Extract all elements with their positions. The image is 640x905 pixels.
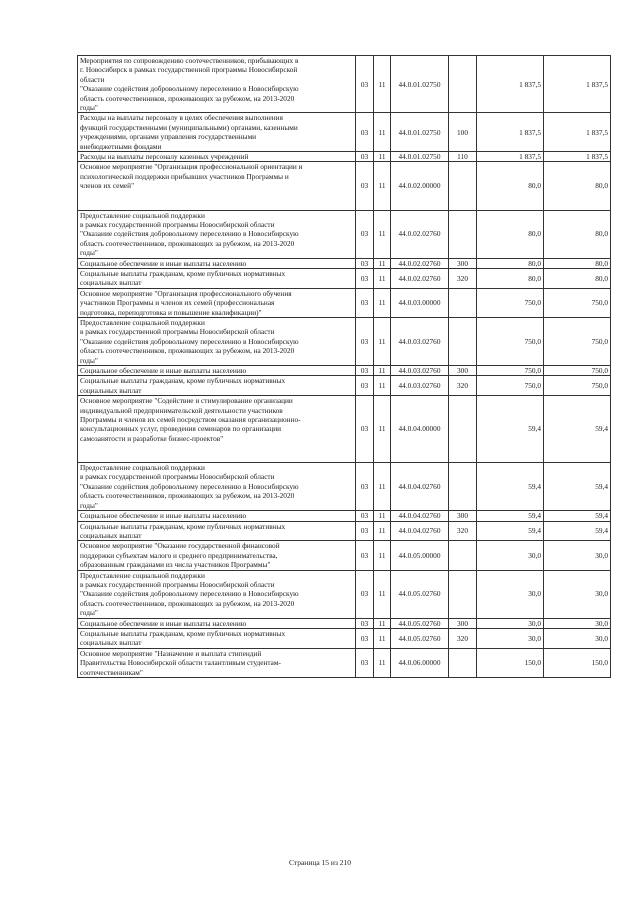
expense-type-cell: 300 <box>449 618 477 628</box>
section-code-cell: 03 <box>356 570 374 618</box>
target-article-cell: 44.0.01.02750 <box>391 152 449 162</box>
section-code-cell: 03 <box>356 521 374 541</box>
section-code-cell: 03 <box>356 648 374 677</box>
row-name-line: Основное мероприятие "Организация профессиональной ориентации и <box>80 162 303 172</box>
row-name-line: Предоставление социальной поддержки <box>80 570 205 580</box>
target-article-cell: 44.0.03.00000 <box>391 288 449 317</box>
row-name-cell <box>78 162 356 210</box>
expense-type-cell: 320 <box>449 628 477 648</box>
row-name-cell <box>78 366 356 376</box>
expense-type-cell: 100 <box>449 113 477 152</box>
target-article-cell: 44.0.04.02760 <box>391 511 449 521</box>
section-code-cell: 03 <box>356 511 374 521</box>
row-name-line: годы" <box>80 248 98 258</box>
table-row <box>78 618 611 628</box>
row-name-line: социальных выплат <box>80 385 142 395</box>
amount-cell-2: 750,0 <box>544 366 611 376</box>
row-name-line: годы" <box>80 103 98 113</box>
row-name-line: социальных выплат <box>80 278 142 288</box>
subsection-code-cell: 11 <box>374 113 391 152</box>
subsection-code-cell: 11 <box>374 570 391 618</box>
row-name-line: "Оказание содействия добровольному переселению в Новосибирскую <box>80 336 299 346</box>
row-name-line: социальных выплат <box>80 530 142 540</box>
row-name-line: консультационных услуг, проведения семинаров по организации <box>80 424 282 434</box>
subsection-code-cell: 11 <box>374 162 391 210</box>
row-name-line: область соотечественников, проживающих за рубежом, на 2013-2020 <box>80 93 295 103</box>
table-row <box>78 541 611 570</box>
target-article-cell: 44.0.06.00000 <box>391 648 449 677</box>
row-name-line: область соотечественников, проживающих за рубежом, на 2013-2020 <box>80 598 295 608</box>
amount-cell-1: 750,0 <box>477 366 544 376</box>
expense-type-cell: 320 <box>449 521 477 541</box>
target-article-cell: 44.0.02.02760 <box>391 210 449 258</box>
row-name-line: Расходы на выплаты персоналу казенных учреждений <box>80 152 249 162</box>
amount-cell-1: 80,0 <box>477 268 544 288</box>
section-code-cell: 03 <box>356 618 374 628</box>
row-name-line: психологической поддержки прибывших участников Программы и <box>80 171 289 181</box>
amount-cell-2: 80,0 <box>544 162 611 210</box>
target-article-cell: 44.0.05.00000 <box>391 541 449 570</box>
amount-cell-2: 150,0 <box>544 648 611 677</box>
row-name-line: учреждениями, органами управления государственными <box>80 132 257 142</box>
subsection-code-cell: 11 <box>374 628 391 648</box>
target-article-cell: 44.0.04.02760 <box>391 463 449 511</box>
table-row <box>78 463 611 511</box>
table-row <box>78 511 611 521</box>
target-article-cell: 44.0.02.00000 <box>391 162 449 210</box>
row-name-line: область соотечественников, проживающих за рубежом, на 2013-2020 <box>80 346 295 356</box>
section-code-cell: 03 <box>356 541 374 570</box>
table-row <box>78 396 611 463</box>
row-name-line: "Оказание содействия добровольному переселению в Новосибирскую <box>80 84 299 94</box>
row-name-cell <box>78 268 356 288</box>
table-row <box>78 376 611 396</box>
row-name-line: подготовка, переподготовка и повышение квалификации)" <box>80 307 262 317</box>
expense-type-cell: 300 <box>449 258 477 268</box>
row-name-cell <box>78 628 356 648</box>
table-row <box>78 648 611 677</box>
target-article-cell: 44.0.02.02760 <box>391 258 449 268</box>
amount-cell-2: 59,4 <box>544 463 611 511</box>
table-row <box>78 521 611 541</box>
row-name-line: в рамках государственной программы Новосибирской области <box>80 579 275 589</box>
row-name-cell <box>78 618 356 628</box>
row-name-cell <box>78 648 356 677</box>
row-name-line: участников Программы и членов их семей (профессиональная <box>80 298 275 308</box>
amount-cell-2: 30,0 <box>544 541 611 570</box>
amount-cell-1: 30,0 <box>477 628 544 648</box>
row-name-line: в рамках государственной программы Новосибирской области <box>80 327 275 337</box>
row-name-line: Социальные выплаты гражданам, кроме публичных нормативных <box>80 268 286 278</box>
row-name-line: социальных выплат <box>80 638 142 648</box>
amount-cell-1: 750,0 <box>477 288 544 317</box>
amount-cell-1: 1 837,5 <box>477 113 544 152</box>
amount-cell-1: 150,0 <box>477 648 544 677</box>
row-name-line: поддержки субъектам малого и среднего предпринимательства, <box>80 550 278 560</box>
expense-type-cell: 320 <box>449 376 477 396</box>
subsection-code-cell: 11 <box>374 521 391 541</box>
target-article-cell: 44.0.05.02760 <box>391 618 449 628</box>
row-name-cell <box>78 113 356 152</box>
page-number: Страница 15 из 210 <box>288 858 352 867</box>
expense-type-cell <box>449 162 477 210</box>
table-row <box>78 268 611 288</box>
row-name-line: "Оказание содействия добровольному переселению в Новосибирскую <box>80 481 299 491</box>
expense-type-cell: 300 <box>449 366 477 376</box>
row-name-line: в рамках государственной программы Новосибирской области <box>80 219 275 229</box>
row-name-line: область соотечественников, проживающих за рубежом, на 2013-2020 <box>80 491 295 501</box>
row-name-cell <box>78 210 356 258</box>
expense-type-cell: 110 <box>449 152 477 162</box>
row-name-line: Основное мероприятие "Организация профессионального обучения <box>80 288 292 298</box>
row-name-line <box>80 443 353 452</box>
row-name-cell <box>78 152 356 162</box>
row-name-cell <box>78 521 356 541</box>
subsection-code-cell: 11 <box>374 366 391 376</box>
expense-type-cell <box>449 463 477 511</box>
subsection-code-cell: 11 <box>374 396 391 463</box>
table-row <box>78 628 611 648</box>
section-code-cell: 03 <box>356 463 374 511</box>
amount-cell-1: 750,0 <box>477 376 544 396</box>
target-article-cell: 44.0.05.02760 <box>391 628 449 648</box>
row-name-line: Социальное обеспечение и иные выплаты населению <box>80 618 247 628</box>
expense-type-cell <box>449 541 477 570</box>
amount-cell-1: 59,4 <box>477 511 544 521</box>
amount-cell-2: 750,0 <box>544 376 611 396</box>
amount-cell-1: 750,0 <box>477 317 544 365</box>
subsection-code-cell: 11 <box>374 618 391 628</box>
section-code-cell: 03 <box>356 268 374 288</box>
amount-cell-1: 59,4 <box>477 463 544 511</box>
table-row <box>78 317 611 365</box>
table-row <box>78 210 611 258</box>
row-name-line: Расходы на выплаты персоналу в целях обеспечения выполнения <box>80 113 283 123</box>
row-name-cell <box>78 376 356 396</box>
row-name-line: внебюджетными фондами <box>80 141 162 151</box>
row-name-line: Программы и членов их семей посредством оказания организационно- <box>80 415 301 425</box>
target-article-cell: 44.0.01.02750 <box>391 113 449 152</box>
subsection-code-cell: 11 <box>374 288 391 317</box>
row-name-line: Основное мероприятие "Содействие и стимулирование организации <box>80 396 293 406</box>
row-name-line: Основное мероприятие "Назначение и выплата стипендий <box>80 648 262 658</box>
subsection-code-cell: 11 <box>374 317 391 365</box>
amount-cell-2: 750,0 <box>544 317 611 365</box>
expense-type-cell <box>449 396 477 463</box>
table-row <box>78 152 611 162</box>
amount-cell-1: 80,0 <box>477 210 544 258</box>
row-name-cell <box>78 511 356 521</box>
amount-cell-2: 750,0 <box>544 288 611 317</box>
row-name-cell <box>78 288 356 317</box>
row-name-line: членов их семей" <box>80 181 135 191</box>
table-row <box>78 570 611 618</box>
row-name-line: в рамках государственной программы Новосибирской области <box>80 472 275 482</box>
expense-type-cell <box>449 317 477 365</box>
amount-cell-2: 80,0 <box>544 210 611 258</box>
target-article-cell: 44.0.02.02760 <box>391 268 449 288</box>
section-code-cell: 03 <box>356 376 374 396</box>
expense-type-cell <box>449 288 477 317</box>
row-name-line: соотечественникам" <box>80 667 143 677</box>
target-article-cell: 44.0.04.00000 <box>391 396 449 463</box>
target-article-cell: 44.0.04.02760 <box>391 521 449 541</box>
row-name-line: индивидуальной предпринимательской деятельности участников <box>80 405 283 415</box>
row-name-line: функций государственными (муниципальными) органами, казенными <box>80 122 298 132</box>
target-article-cell: 44.0.03.02760 <box>391 366 449 376</box>
table-row <box>78 258 611 268</box>
table-row <box>78 288 611 317</box>
row-name-line: Социальное обеспечение и иные выплаты населению <box>80 258 247 268</box>
amount-cell-1: 1 837,5 <box>477 152 544 162</box>
row-name-line: Социальные выплаты гражданам, кроме публичных нормативных <box>80 376 286 386</box>
expense-type-cell <box>449 210 477 258</box>
row-name-line: области <box>80 74 105 84</box>
table-row <box>78 56 611 113</box>
amount-cell-1: 59,4 <box>477 396 544 463</box>
amount-cell-1: 1 837,5 <box>477 56 544 113</box>
target-article-cell: 44.0.05.02760 <box>391 570 449 618</box>
row-name-cell <box>78 56 356 113</box>
row-name-line: "Оказание содействия добровольному переселению в Новосибирскую <box>80 589 299 599</box>
row-name-line: образованным гражданами из числа участников Программы" <box>80 560 271 570</box>
section-code-cell: 03 <box>356 317 374 365</box>
subsection-code-cell: 11 <box>374 463 391 511</box>
section-code-cell: 03 <box>356 56 374 113</box>
section-code-cell: 03 <box>356 288 374 317</box>
section-code-cell: 03 <box>356 162 374 210</box>
row-name-line: Предоставление социальной поддержки <box>80 210 205 220</box>
row-name-line: Предоставление социальной поддержки <box>80 463 205 473</box>
subsection-code-cell: 11 <box>374 376 391 396</box>
row-name-line: "Оказание содействия добровольному переселению в Новосибирскую <box>80 229 299 239</box>
table-row <box>78 162 611 210</box>
subsection-code-cell: 11 <box>374 258 391 268</box>
row-name-line: годы" <box>80 355 98 365</box>
section-code-cell: 03 <box>356 210 374 258</box>
budget-table <box>77 55 611 678</box>
subsection-code-cell: 11 <box>374 210 391 258</box>
amount-cell-2: 1 837,5 <box>544 113 611 152</box>
subsection-code-cell: 11 <box>374 152 391 162</box>
section-code-cell: 03 <box>356 396 374 463</box>
section-code-cell: 03 <box>356 628 374 648</box>
amount-cell-2: 1 837,5 <box>544 152 611 162</box>
target-article-cell: 44.0.03.02760 <box>391 317 449 365</box>
expense-type-cell <box>449 648 477 677</box>
row-name-line: годы" <box>80 608 98 618</box>
row-name-cell <box>78 317 356 365</box>
row-name-line: г. Новосибирск в рамках государственной программы Новосибирской <box>80 65 298 75</box>
row-name-line: годы" <box>80 500 98 510</box>
table-row <box>78 366 611 376</box>
row-name-cell <box>78 396 356 463</box>
amount-cell-2: 59,4 <box>544 396 611 463</box>
section-code-cell: 03 <box>356 258 374 268</box>
row-name-line: Правительства Новосибирской области талантливым студентам- <box>80 658 281 668</box>
section-code-cell: 03 <box>356 366 374 376</box>
amount-cell-1: 30,0 <box>477 618 544 628</box>
budget-table-body <box>78 56 611 678</box>
amount-cell-2: 80,0 <box>544 268 611 288</box>
amount-cell-2: 1 837,5 <box>544 56 611 113</box>
amount-cell-1: 80,0 <box>477 258 544 268</box>
subsection-code-cell: 11 <box>374 648 391 677</box>
row-name-cell <box>78 463 356 511</box>
row-name-cell <box>78 541 356 570</box>
row-name-line: Социальное обеспечение и иные выплаты населению <box>80 511 247 521</box>
table-row <box>78 113 611 152</box>
amount-cell-1: 59,4 <box>477 521 544 541</box>
target-article-cell: 44.0.03.02760 <box>391 376 449 396</box>
amount-cell-2: 80,0 <box>544 258 611 268</box>
amount-cell-1: 30,0 <box>477 570 544 618</box>
row-name-line: Основное мероприятие "Оказание государственной финансовой <box>80 541 280 551</box>
row-name-line: Предоставление социальной поддержки <box>80 317 205 327</box>
amount-cell-2: 59,4 <box>544 511 611 521</box>
row-name-line: Социальные выплаты гражданам, кроме публичных нормативных <box>80 521 286 531</box>
row-name-line: Социальные выплаты гражданам, кроме публичных нормативных <box>80 628 286 638</box>
subsection-code-cell: 11 <box>374 268 391 288</box>
row-name-line <box>80 200 353 209</box>
subsection-code-cell: 11 <box>374 511 391 521</box>
expense-type-cell: 320 <box>449 268 477 288</box>
expense-type-cell: 300 <box>449 511 477 521</box>
amount-cell-1: 30,0 <box>477 541 544 570</box>
amount-cell-1: 80,0 <box>477 162 544 210</box>
row-name-line <box>80 191 353 200</box>
row-name-cell <box>78 258 356 268</box>
row-name-line <box>80 453 353 462</box>
subsection-code-cell: 11 <box>374 541 391 570</box>
expense-type-cell <box>449 570 477 618</box>
expense-type-cell <box>449 56 477 113</box>
amount-cell-2: 59,4 <box>544 521 611 541</box>
subsection-code-cell: 11 <box>374 56 391 113</box>
amount-cell-2: 30,0 <box>544 570 611 618</box>
section-code-cell: 03 <box>356 113 374 152</box>
row-name-line: область соотечественников, проживающих за рубежом, на 2013-2020 <box>80 238 295 248</box>
amount-cell-2: 30,0 <box>544 618 611 628</box>
row-name-line: самозанятости и разработке бизнес-проектов" <box>80 433 224 443</box>
row-name-line: Мероприятия по сопровождению соотечественников, прибывающих в <box>80 56 299 65</box>
amount-cell-2: 30,0 <box>544 628 611 648</box>
row-name-line: Социальное обеспечение и иные выплаты населению <box>80 366 247 375</box>
section-code-cell: 03 <box>356 152 374 162</box>
row-name-cell <box>78 570 356 618</box>
target-article-cell: 44.0.01.02750 <box>391 56 449 113</box>
